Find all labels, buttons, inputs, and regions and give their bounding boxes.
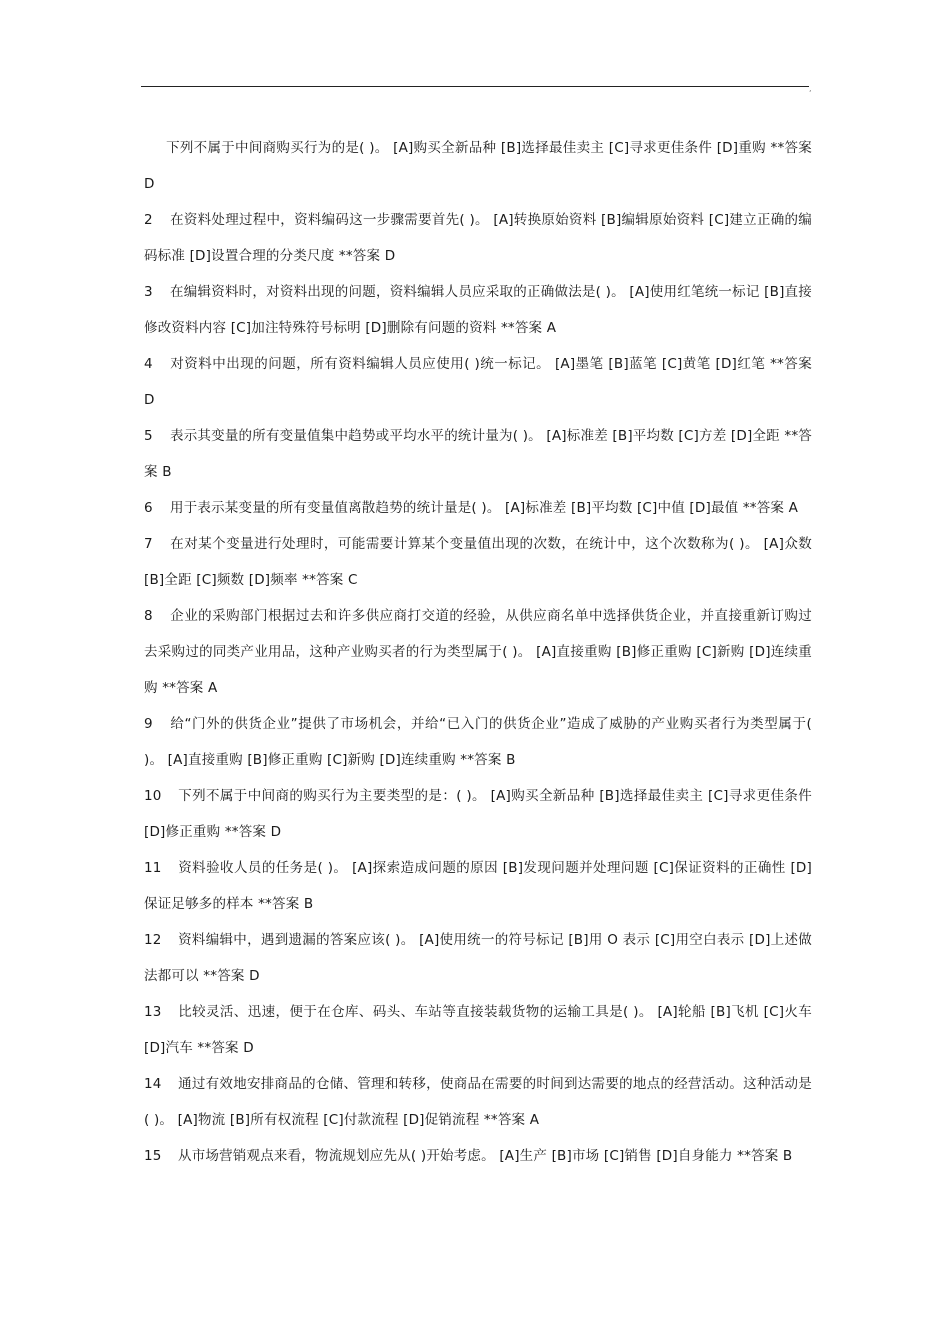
- question-item: [144, 1066, 812, 1138]
- question-number: 5: [144, 428, 153, 444]
- question-item: [144, 778, 812, 850]
- question-item: [144, 922, 812, 994]
- question-number: 15: [144, 1148, 162, 1164]
- question-item: [144, 418, 812, 490]
- question-text: 从市场营销观点来看，物流规划应先从( )开始考虑。 [A]生产 [B]市场 [C]销售 [D]自身能力 **答案 B: [178, 1148, 793, 1164]
- question-text: 通过有效地安排商品的仓储、管理和转移，使商品在需要的时间到达需要的地点的经营活动。这种活动是( )。 [A]物流 [B]所有权流程 [C]付款流程 [D]促销流程 **答案 A: [144, 1076, 812, 1128]
- question-number: 9: [144, 716, 153, 732]
- question-number: 8: [144, 608, 153, 624]
- question-item: [144, 202, 812, 274]
- question-number: 11: [144, 860, 162, 876]
- question-item: [144, 490, 812, 526]
- question-list: [144, 130, 812, 1174]
- question-text: 下列不属于中间商的购买行为主要类型的是：( )。 [A]购买全新品种 [B]选择最佳卖主 [C]寻求更佳条件 [D]修正重购 **答案 D: [144, 788, 812, 840]
- question-number: 13: [144, 1004, 162, 1020]
- question-text: 对资料中出现的问题，所有资料编辑人员应使用( )统一标记。 [A]墨笔 [B]蓝笔 [C]黄笔 [D]红笔 **答案 D: [144, 356, 812, 408]
- question-number: 14: [144, 1076, 162, 1092]
- question-number: 3: [144, 284, 153, 300]
- question-text: 用于表示某变量的所有变量值离散趋势的统计量是( )。 [A]标准差 [B]平均数 [C]中值 [D]最值 **答案 A: [170, 500, 799, 516]
- question-text: 在编辑资料时，对资料出现的问题，资料编辑人员应采取的正确做法是( )。 [A]使用红笔统一标记 [B]直接修改资料内容 [C]加注特殊符号标明 [D]删除有问题的资料 **答案 A: [144, 284, 812, 336]
- question-text: 给“门外的供货企业”提供了市场机会，并给“已入门的供货企业”造成了威胁的产业购买者行为类型属于( )。 [A]直接重购 [B]修正重购 [C]新购 [D]连续重购 **答案 B: [144, 716, 812, 768]
- question-number: 6: [144, 500, 153, 516]
- question-number: 4: [144, 356, 153, 372]
- question-item: [144, 526, 812, 598]
- question-text: 企业的采购部门根据过去和许多供应商打交道的经验，从供应商名单中选择供货企业，并直接重新订购过去采购过的同类产业用品，这种产业购买者的行为类型属于( )。 [A]直接重购 [B]修正重购 [C]新购 [D]连续重购 **答案 A: [144, 608, 812, 696]
- question-number: 12: [144, 932, 162, 948]
- question-item: [144, 130, 812, 202]
- question-item: [144, 706, 812, 778]
- question-item: [144, 994, 812, 1066]
- question-item: [144, 850, 812, 922]
- question-text: 表示其变量的所有变量值集中趋势或平均水平的统计量为( )。 [A]标准差 [B]平均数 [C]方差 [D]全距 **答案 B: [144, 428, 812, 480]
- question-item: [144, 1138, 812, 1174]
- header-rule: [141, 86, 809, 87]
- question-item: [144, 598, 812, 706]
- question-text: 资料验收人员的任务是( )。 [A]探索造成问题的原因 [B]发现问题并处理问题 [C]保证资料的正确性 [D]保证足够多的样本 **答案 B: [144, 860, 812, 912]
- question-item: [144, 346, 812, 418]
- question-number: 7: [144, 536, 153, 552]
- question-number: 10: [144, 788, 162, 804]
- question-item: [144, 274, 812, 346]
- question-text: 下列不属于中间商购买行为的是( )。 [A]购买全新品种 [B]选择最佳卖主 [C]寻求更佳条件 [D]重购 **答案 D: [144, 140, 812, 192]
- question-text: 在对某个变量进行处理时，可能需要计算某个变量值出现的次数，在统计中，这个次数称为( )。 [A]众数 [B]全距 [C]频数 [D]频率 **答案 C: [144, 536, 812, 588]
- question-text: 资料编辑中，遇到遗漏的答案应该( )。 [A]使用统一的符号标记 [B]用 O 表示 [C]用空白表示 [D]上述做法都可以 **答案 D: [144, 932, 812, 984]
- question-number: 2: [144, 212, 153, 228]
- header-rule-mark: ,: [809, 84, 812, 93]
- question-text: 比较灵活、迅速，便于在仓库、码头、车站等直接装载货物的运输工具是( )。 [A]轮船 [B]飞机 [C]火车 [D]汽车 **答案 D: [144, 1004, 812, 1056]
- question-text: 在资料处理过程中，资料编码这一步骤需要首先( )。 [A]转换原始资料 [B]编辑原始资料 [C]建立正确的编码标准 [D]设置合理的分类尺度 **答案 D: [144, 212, 812, 264]
